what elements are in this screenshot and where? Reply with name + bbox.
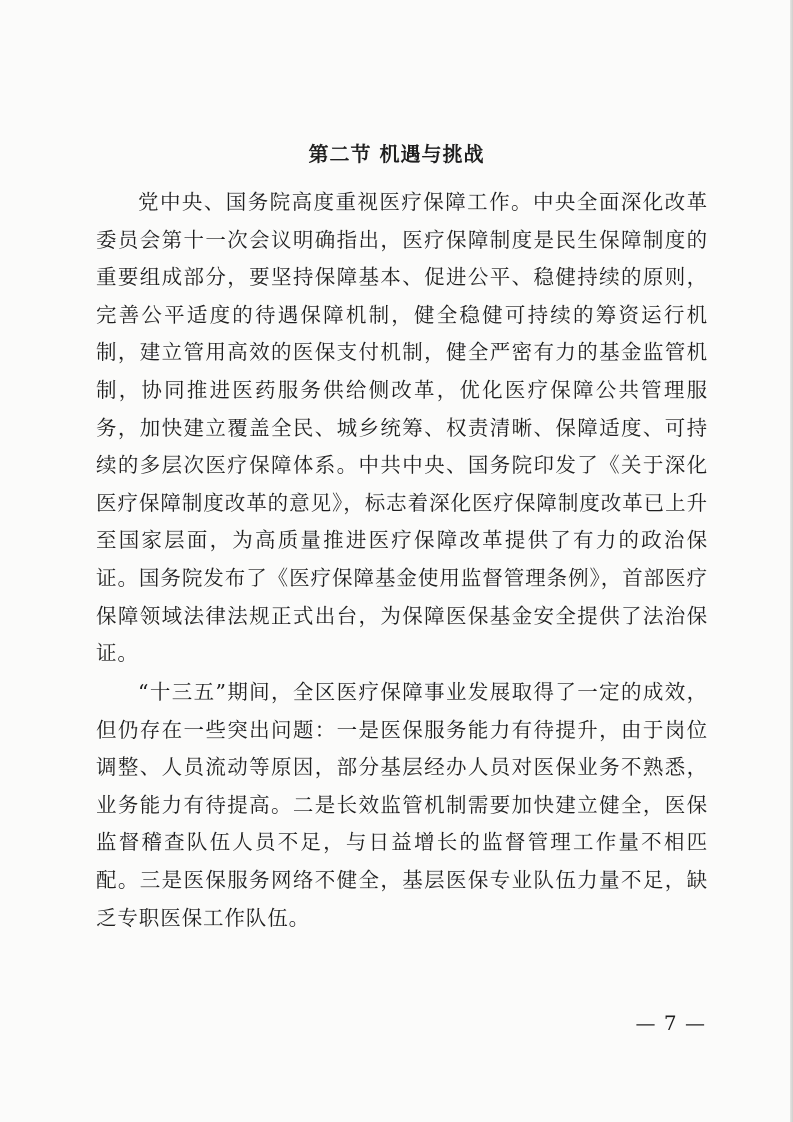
- section-title: 第二节 机遇与挑战: [308, 142, 485, 166]
- page-number: — 7 —: [635, 1011, 706, 1035]
- paragraph-opportunities: 党中央、国务院高度重视医疗保障工作。中央全面深化改革委员会第十一次会议明确指出，医疗保障制度是民生保障制度的重要组成部分，要坚持保障基本、促进公平、稳健持续的原则，完善公平适度的待遇保障机制，健全稳健可持续的筹资运行机制，建立管用高效的医保支付机制，健全严密有力的基金监管机制，协同推进医药服务供给侧改革，优化医疗保障公共管理服务，加快建立覆盖全民、城乡统筹、权责清晰、保障适度、可持续的多层次医疗保障体系。中共中央、国务院印发了《关于深化医疗保障制度改革的意见》，标志着深化医疗保障制度改革已上升至国家层面，为高质量推进医疗保障改革提供了有力的政治保证。国务院发布了《医疗保障基金使用监督管理条例》，首部医疗保障领域法律法规正式出台，为保障医保基金安全提供了法治保证。: [96, 190, 708, 666]
- paragraph-challenges: “十三五”期间，全区医疗保障事业发展取得了一定的成效，但仍存在一些突出问题：一是医保服务能力有待提升，由于岗位调整、人员流动等原因，部分基层经办人员对医保业务不熟悉，业务能力有待提高。二是长效监管机制需要加快建立健全，医保监督稽查队伍人员不足，与日益增长的监督管理工作量不相匹配。三是医保服务网络不健全，基层医保专业队伍力量不足，缺乏专职医保工作队伍。: [96, 680, 708, 930]
